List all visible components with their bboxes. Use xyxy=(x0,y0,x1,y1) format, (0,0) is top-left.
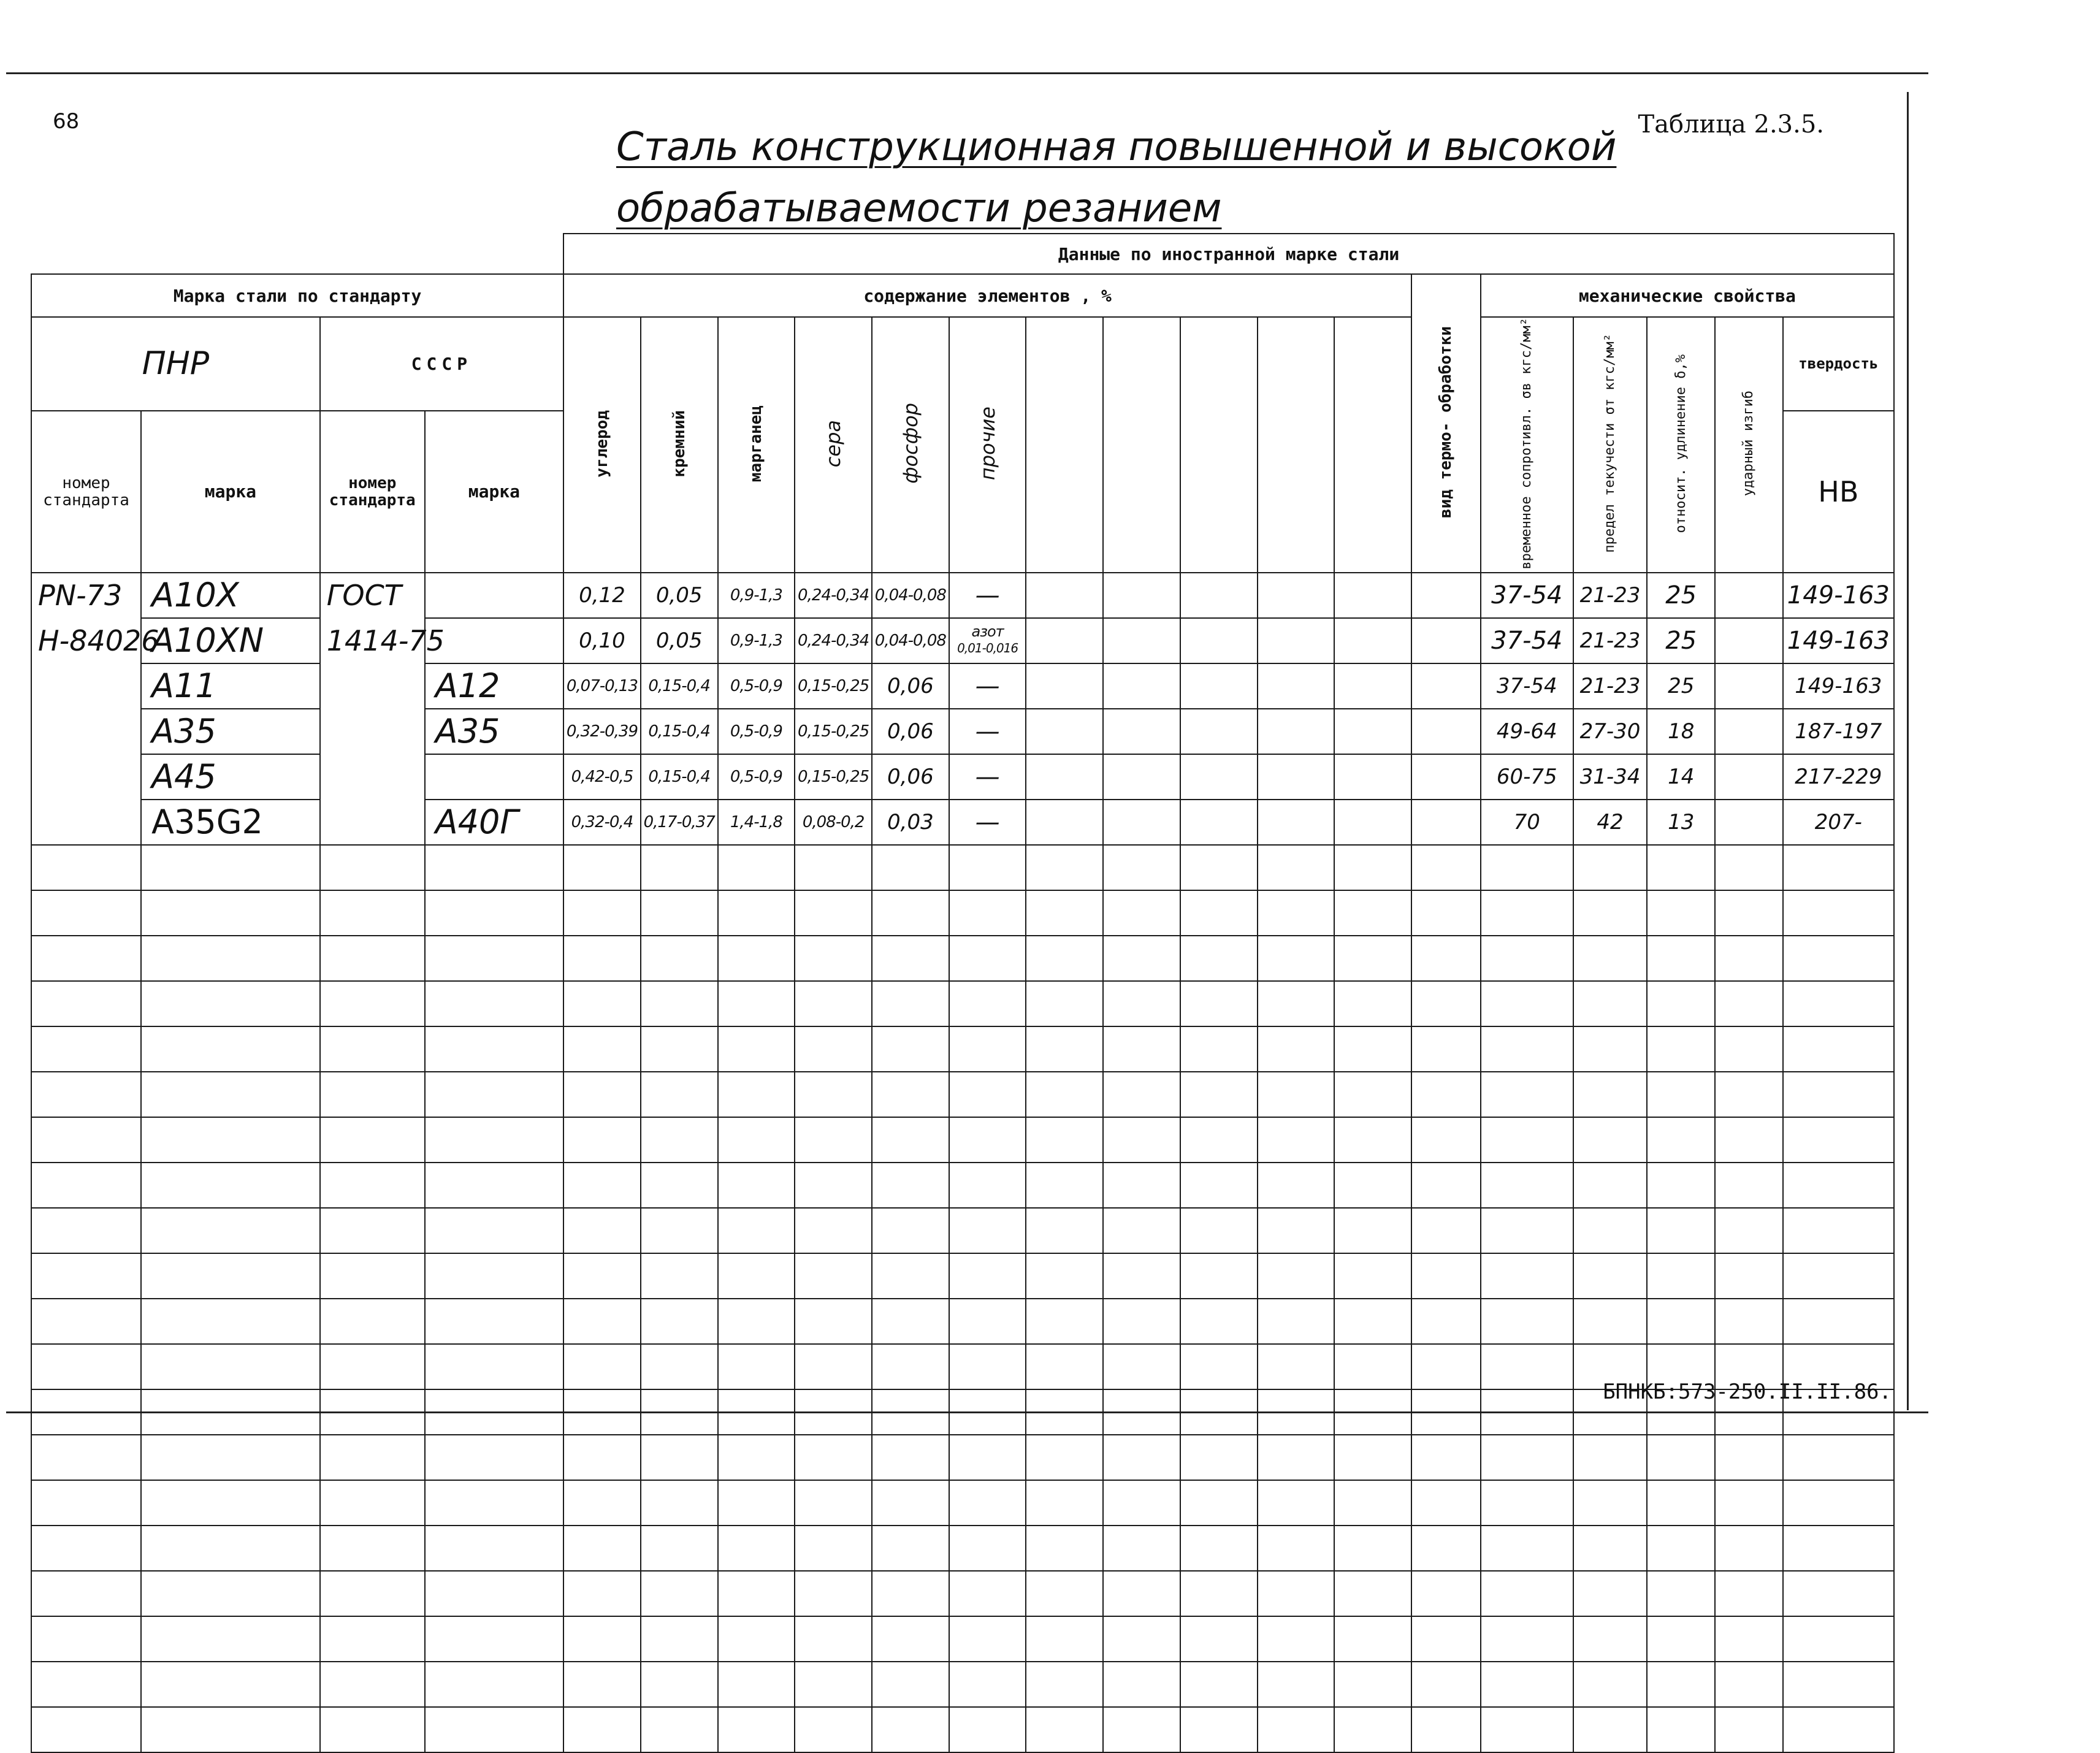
mechanical-header: механические свойства xyxy=(1481,274,1894,317)
empty-row xyxy=(31,1480,1894,1526)
empty-row xyxy=(31,1435,1894,1480)
title-line-2: обрабатываемости резанием xyxy=(616,186,1222,231)
yield-cell: 31-34 xyxy=(1573,754,1648,800)
hardness-cell: 187-197 xyxy=(1783,709,1894,754)
carbon-cell: 0,07-0,13 xyxy=(563,663,641,709)
other-header: прочие xyxy=(949,317,1026,573)
yield-cell: 42 xyxy=(1573,800,1648,845)
manganese-cell: 0,9-1,3 xyxy=(718,573,795,618)
ussr-header: СССР xyxy=(320,317,563,411)
ussr-std-cell xyxy=(320,709,425,754)
page-top-rule xyxy=(6,72,1928,74)
empty-row xyxy=(31,1253,1894,1299)
ussr-std-cell xyxy=(320,754,425,800)
ussr-std-cell xyxy=(320,800,425,845)
tensile-cell: 37-54 xyxy=(1481,663,1573,709)
phosphorus-cell: 0,04-0,08 xyxy=(872,573,949,618)
hardness-cell: 149-163 xyxy=(1783,573,1894,618)
header-row-1 xyxy=(31,234,1894,274)
page-number: 68 xyxy=(53,109,80,134)
hardness-cell: 207- xyxy=(1783,800,1894,845)
pnr-mark-cell: A11 xyxy=(141,663,320,709)
pnr-mark-header: марка xyxy=(141,411,320,573)
pnr-std-cell xyxy=(31,663,141,709)
pnr-mark-cell: A35 xyxy=(141,709,320,754)
manganese-cell: 0,9-1,3 xyxy=(718,618,795,663)
blank-element-col xyxy=(1258,317,1335,573)
tensile-header: временное сопротивл. σв кгс/мм² xyxy=(1481,317,1573,573)
empty-row xyxy=(31,1117,1894,1163)
elongation-cell: 18 xyxy=(1647,709,1715,754)
elements-header: содержание элементов , % xyxy=(563,274,1411,317)
empty-row xyxy=(31,1616,1894,1662)
manganese-header: марганец xyxy=(718,317,795,573)
empty-row xyxy=(31,1707,1894,1752)
steel-table xyxy=(31,233,1895,1753)
other-cell: — xyxy=(949,754,1026,800)
table-row xyxy=(31,663,1894,709)
pnr-mark-cell: A45 xyxy=(141,754,320,800)
pnr-std-cell xyxy=(31,754,141,800)
ussr-mark-cell: A40Г xyxy=(425,800,563,845)
tensile-cell: 70 xyxy=(1481,800,1573,845)
tensile-cell: 37-54 xyxy=(1481,573,1573,618)
other-cell: — xyxy=(949,663,1026,709)
page-title xyxy=(616,116,1616,239)
hardness-unit: НВ xyxy=(1783,411,1894,573)
hardness-cell: 149-163 xyxy=(1783,663,1894,709)
silicon-header: кремний xyxy=(641,317,718,573)
document-code: БПНКБ:573-250.II.II.86. xyxy=(1603,1380,1892,1404)
manganese-cell: 0,5-0,9 xyxy=(718,709,795,754)
manganese-cell: 0,5-0,9 xyxy=(718,754,795,800)
standard-mark-header: Марка стали по стандарту xyxy=(31,274,563,317)
impact-header: ударный изгиб xyxy=(1715,317,1783,573)
sulfur-cell: 0,15-0,25 xyxy=(795,663,872,709)
empty-row xyxy=(31,1299,1894,1344)
ussr-mark-cell: A35 xyxy=(425,709,563,754)
blank-element-col xyxy=(1334,317,1411,573)
phosphorus-header: фосфор xyxy=(872,317,949,573)
header-row-3 xyxy=(31,317,1894,411)
ussr-mark-cell xyxy=(425,618,563,663)
table-row xyxy=(31,709,1894,754)
elongation-cell: 14 xyxy=(1647,754,1715,800)
manganese-cell: 0,5-0,9 xyxy=(718,663,795,709)
yield-header: предел текучести σт кгс/мм² xyxy=(1573,317,1648,573)
empty-row xyxy=(31,890,1894,936)
empty-row xyxy=(31,1163,1894,1208)
ussr-std-cell xyxy=(320,663,425,709)
page-right-rule xyxy=(1907,92,1909,1410)
pnr-mark-cell: A10X xyxy=(141,573,320,618)
other-value: 0,01-0,016 xyxy=(957,640,1018,655)
elongation-cell: 25 xyxy=(1647,663,1715,709)
tensile-cell: 49-64 xyxy=(1481,709,1573,754)
pnr-mark-cell: A35G2 xyxy=(141,800,320,845)
manganese-cell: 1,4-1,8 xyxy=(718,800,795,845)
ussr-mark-cell xyxy=(425,573,563,618)
empty-row xyxy=(31,1026,1894,1072)
table-row xyxy=(31,754,1894,800)
blank-element-col xyxy=(1180,317,1258,573)
yield-cell: 21-23 xyxy=(1573,618,1648,663)
ussr-mark-header: марка xyxy=(425,411,563,573)
blank-element-col xyxy=(1026,317,1103,573)
hardness-cell: 149-163 xyxy=(1783,618,1894,663)
empty-row xyxy=(31,936,1894,981)
yield-cell: 27-30 xyxy=(1573,709,1648,754)
sulfur-cell: 0,15-0,25 xyxy=(795,709,872,754)
phosphorus-cell: 0,03 xyxy=(872,800,949,845)
phosphorus-cell: 0,06 xyxy=(872,709,949,754)
other-cell: — xyxy=(949,573,1026,618)
elongation-header: относит. удлинение δ,% xyxy=(1647,317,1715,573)
pnr-std-cell xyxy=(31,709,141,754)
carbon-cell: 0,32-0,4 xyxy=(563,800,641,845)
header-row-2 xyxy=(31,274,1894,317)
hardness-cell: 217-229 xyxy=(1783,754,1894,800)
title-line-1: Сталь конструкционная повышенной и высокой xyxy=(616,124,1617,170)
silicon-cell: 0,05 xyxy=(641,573,718,618)
other-cell: — xyxy=(949,800,1026,845)
pnr-std-cell: H-84026 xyxy=(31,618,141,663)
other-note: азот xyxy=(971,622,1004,640)
empty-row xyxy=(31,1526,1894,1571)
tensile-cell: 60-75 xyxy=(1481,754,1573,800)
sulfur-cell: 0,24-0,34 xyxy=(795,618,872,663)
blank-element-col xyxy=(1103,317,1180,573)
yield-cell: 21-23 xyxy=(1573,663,1648,709)
empty-row xyxy=(31,981,1894,1026)
elongation-cell: 13 xyxy=(1647,800,1715,845)
carbon-cell: 0,12 xyxy=(563,573,641,618)
silicon-cell: 0,15-0,4 xyxy=(641,709,718,754)
silicon-cell: 0,15-0,4 xyxy=(641,663,718,709)
empty-row xyxy=(31,1662,1894,1707)
sulfur-header: сера xyxy=(795,317,872,573)
sulfur-cell: 0,24-0,34 xyxy=(795,573,872,618)
pnr-std-cell xyxy=(31,800,141,845)
table-row xyxy=(31,618,1894,663)
pnr-std-number-header: номер стандарта xyxy=(31,411,141,573)
pnr-std-cell: PN-73 xyxy=(31,573,141,618)
sulfur-cell: 0,08-0,2 xyxy=(795,800,872,845)
elongation-cell: 25 xyxy=(1647,618,1715,663)
other-cell: — xyxy=(949,709,1026,754)
carbon-cell: 0,42-0,5 xyxy=(563,754,641,800)
silicon-cell: 0,15-0,4 xyxy=(641,754,718,800)
sulfur-cell: 0,15-0,25 xyxy=(795,754,872,800)
other-cell xyxy=(949,618,1026,663)
phosphorus-cell: 0,04-0,08 xyxy=(872,618,949,663)
foreign-data-header: Данные по иностранной марке стали xyxy=(563,234,1894,274)
table-row xyxy=(31,573,1894,618)
table-row xyxy=(31,800,1894,845)
empty-row xyxy=(31,1072,1894,1117)
silicon-cell: 0,05 xyxy=(641,618,718,663)
phosphorus-cell: 0,06 xyxy=(872,754,949,800)
pnr-mark-cell: A10XN xyxy=(141,618,320,663)
phosphorus-cell: 0,06 xyxy=(872,663,949,709)
pnr-header: ПНР xyxy=(31,317,320,411)
elongation-cell: 25 xyxy=(1647,573,1715,618)
empty-row xyxy=(31,1208,1894,1253)
empty-row xyxy=(31,845,1894,890)
ussr-mark-cell xyxy=(425,754,563,800)
carbon-cell: 0,32-0,39 xyxy=(563,709,641,754)
carbon-header: углерод xyxy=(563,317,641,573)
ussr-mark-cell: A12 xyxy=(425,663,563,709)
carbon-cell: 0,10 xyxy=(563,618,641,663)
ussr-std-cell: 1414-75 xyxy=(320,618,425,663)
hardness-header: твердость xyxy=(1783,317,1894,411)
table-label: Таблица 2.3.5. xyxy=(1638,110,1824,139)
empty-row xyxy=(31,1571,1894,1616)
ussr-std-number-header: номер стандарта xyxy=(320,411,425,573)
heat-treatment-header: вид термо- обработки xyxy=(1411,274,1481,573)
ussr-std-cell: ГОСТ xyxy=(320,573,425,618)
silicon-cell: 0,17-0,37 xyxy=(641,800,718,845)
tensile-cell: 37-54 xyxy=(1481,618,1573,663)
yield-cell: 21-23 xyxy=(1573,573,1648,618)
